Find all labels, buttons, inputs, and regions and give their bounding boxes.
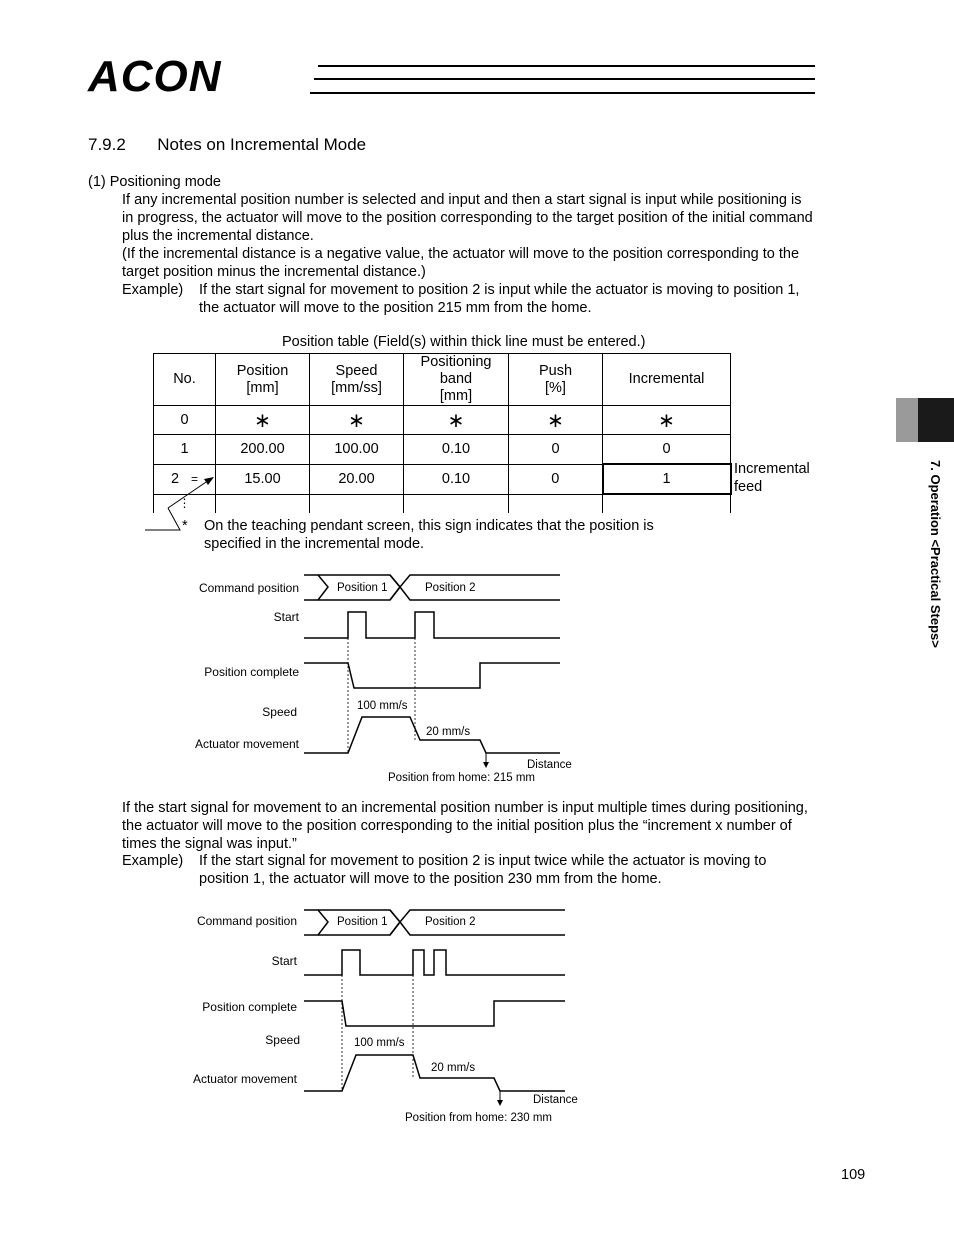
side-tab-block: [918, 398, 954, 442]
cell-push: 0: [509, 435, 603, 465]
cell-empty: [310, 494, 404, 513]
cell-band: 0.10: [404, 464, 509, 494]
start-signal: [304, 612, 560, 638]
example-line: If the start signal for movement to position 2 is input while the actuator is moving to position 1,: [199, 282, 800, 298]
cell-empty: [216, 494, 310, 513]
cell-speed: ∗: [310, 406, 404, 435]
label-speed-low: 20 mm/s: [426, 726, 471, 738]
header-positioning-band: Positioning band [mm]: [404, 354, 509, 406]
mode1-para-line: If any incremental position number is selected and input and then a start signal is input while positioning is: [122, 192, 802, 208]
header-position: Position [mm]: [216, 354, 310, 406]
label-position-2: Position 2: [425, 582, 476, 594]
example-label: Example): [122, 282, 184, 298]
table-row: [154, 464, 731, 494]
example-line: the actuator will move to the position 215 mm from the home.: [199, 300, 592, 316]
cell-band: ∗: [404, 406, 509, 435]
label-home-distance: Position from home: 215 mm: [388, 772, 536, 784]
header-no: No.: [154, 354, 216, 406]
incremental-feed-note: Incremental: [734, 461, 810, 477]
example-line: position 1, the actuator will move to the position 230 mm from the home.: [199, 871, 662, 887]
incremental-marker: =: [191, 472, 199, 486]
cell-push: 0: [509, 464, 603, 494]
label-position-complete: Position complete: [202, 1000, 297, 1014]
table-row-continuation: [154, 494, 731, 513]
cell-position: 15.00: [216, 464, 310, 494]
mode1-para-line: (If the incremental distance is a negative value, the actuator will move to the position corresponding to the: [122, 246, 800, 262]
cell-incremental-entry: 1: [603, 464, 731, 494]
label-position-1: Position 1: [337, 916, 388, 928]
logo-text: ACON: [88, 52, 222, 101]
cmd-pos-start-edge: [304, 575, 328, 600]
cell-speed: 20.00: [310, 464, 404, 494]
row-number: 2: [170, 471, 180, 487]
cell-no: 1: [154, 435, 216, 465]
cell-empty: [404, 494, 509, 513]
label-distance: Distance: [527, 759, 572, 771]
mode1-para-line: target position minus the incremental distance.): [122, 264, 426, 280]
header-rule-3: [310, 92, 815, 94]
pointer-arrow-shaft: [168, 478, 212, 508]
example-label: Example): [122, 853, 184, 869]
cell-position: 200.00: [216, 435, 310, 465]
chapter-side-label: 7. Operation <Practical Steps>: [928, 460, 943, 648]
table-header-row: [154, 354, 731, 406]
position-complete-signal: [304, 1001, 565, 1026]
footnote-line: On the teaching pendant screen, this sign indicates that the position is: [204, 518, 654, 534]
header-rule-1: [318, 65, 815, 67]
label-start: Start: [271, 954, 297, 968]
header-rule-2: [314, 78, 815, 80]
cell-push: ∗: [509, 406, 603, 435]
table-caption: Position table (Field(s) within thick line must be entered.): [282, 334, 646, 350]
cell-incremental: ∗: [603, 406, 731, 435]
label-distance: Distance: [533, 1094, 578, 1106]
section-number: 7.9.2: [88, 135, 126, 154]
cell-no: 0: [154, 406, 216, 435]
label-speed-high: 100 mm/s: [357, 700, 408, 712]
label-speed-low: 20 mm/s: [431, 1062, 476, 1074]
mode1-para-line: plus the incremental distance.: [122, 228, 314, 244]
cmd-pos-2-bus: [390, 910, 565, 935]
cmd-pos-start-edge: [304, 910, 328, 935]
cell-incremental: 0: [603, 435, 731, 465]
side-tab-shade: [896, 398, 918, 442]
cell-position: ∗: [216, 406, 310, 435]
footnote-line: specified in the incremental mode.: [204, 536, 425, 552]
header-push: Push [%]: [509, 354, 603, 406]
position-table: [153, 353, 732, 513]
cell-empty: [509, 494, 603, 513]
mode1b-para-line: times the signal was input.”: [122, 836, 297, 852]
header-speed: Speed [mm/ss]: [310, 354, 404, 406]
timing-chart-2: [180, 898, 600, 1130]
mode1b-para-line: the actuator will move to the position corresponding to the initial position plus the “increment x number of: [122, 818, 792, 834]
label-actuator-movement: Actuator movement: [192, 1072, 297, 1086]
label-command-position: Command position: [196, 914, 297, 928]
footnote-mark: *: [182, 518, 188, 534]
pointer-line: [145, 508, 180, 530]
table-row: [154, 406, 731, 435]
cell-speed: 100.00: [310, 435, 404, 465]
distance-arrow: [497, 1100, 503, 1106]
cell-empty: [603, 494, 731, 513]
page-number: 109: [841, 1167, 866, 1183]
mode1-heading: (1) Positioning mode: [88, 174, 221, 190]
section-heading: [88, 135, 366, 155]
timing-chart-1: [180, 565, 600, 790]
label-speed-high: 100 mm/s: [354, 1037, 405, 1049]
label-speed: Speed: [265, 1033, 300, 1047]
label-start: Start: [273, 610, 299, 624]
acon-logo: [88, 52, 222, 102]
example-line: If the start signal for movement to position 2 is input twice while the actuator is moving to: [199, 853, 767, 869]
header-incremental: Incremental: [603, 354, 731, 406]
label-position-complete: Position complete: [204, 665, 299, 679]
label-home-distance: Position from home: 230 mm: [405, 1112, 553, 1124]
section-title: Notes on Incremental Mode: [157, 135, 367, 154]
incremental-feed-note: feed: [734, 479, 763, 495]
distance-arrow: [483, 762, 489, 768]
label-speed: Speed: [262, 705, 297, 719]
pointer-arrow-head: [204, 477, 214, 485]
label-command-position: Command position: [198, 581, 299, 595]
start-signal: [304, 950, 565, 975]
table-row: [154, 435, 731, 465]
row-ellipsis: ⋮: [154, 494, 216, 513]
label-position-2: Position 2: [425, 916, 476, 928]
position-complete-signal: [304, 663, 560, 688]
cell-band: 0.10: [404, 435, 509, 465]
label-position-1: Position 1: [337, 582, 388, 594]
mode1-para-line: in progress, the actuator will move to the position corresponding to the target position of the initial command: [122, 210, 813, 226]
mode1b-para-line: If the start signal for movement to an incremental position number is input multiple times during positioning,: [122, 800, 808, 816]
label-actuator-movement: Actuator movement: [194, 737, 299, 751]
